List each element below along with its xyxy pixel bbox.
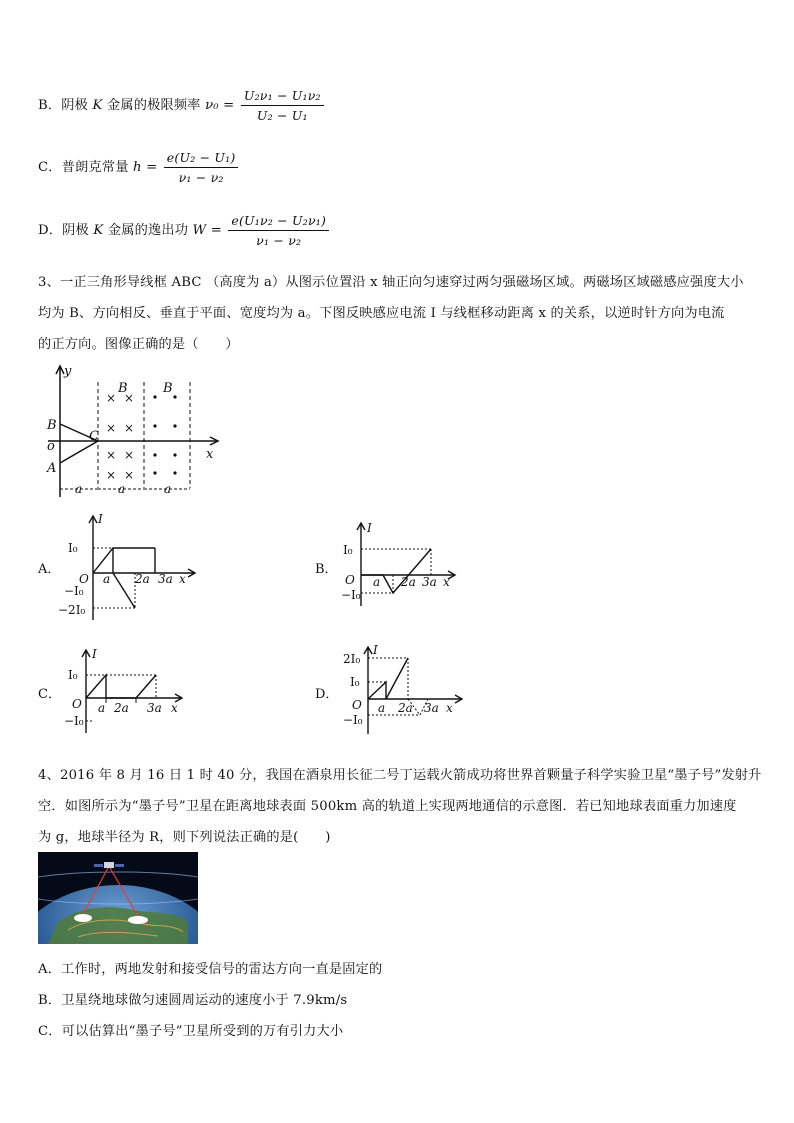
q2-option-b-var: K <box>92 98 103 113</box>
q2-option-b-numerator: U₂ν₁ − U₁ν₂ <box>241 88 324 106</box>
graph-b-tick-3a: 3a <box>422 575 437 589</box>
fig-label-y: y <box>64 364 72 379</box>
graph-d-i-label: I <box>373 643 378 657</box>
q4-stem-line2: 空．如图所示为“墨子号”卫星在距离地球表面 500km 高的轨道上实现两地通信的示意图．若已知地球表面重力加速度 <box>38 799 737 814</box>
svg-text:×: × <box>124 421 135 435</box>
q2-option-b <box>38 88 324 123</box>
graph-c-tick-a: a <box>98 701 106 715</box>
q2-option-d-fraction <box>228 213 329 248</box>
graph-b-curve <box>361 549 431 593</box>
graph-a-tick-a: a <box>103 572 111 586</box>
graph-a-mi0: −I₀ <box>64 584 84 598</box>
graph-a-x-label: x <box>179 572 186 586</box>
svg-text:×: × <box>124 391 135 405</box>
graph-b-x-label: x <box>443 575 450 589</box>
q3-option-b-label: B． <box>315 562 338 577</box>
q3-stem-line3: 的正方向。图像正确的是（ ） <box>38 337 239 352</box>
q2-option-b-fraction <box>241 88 324 123</box>
graph-b <box>333 518 463 608</box>
svg-text:×: × <box>124 468 135 482</box>
graph-c-curve-1 <box>86 675 106 698</box>
graph-a-tick-3a: 3a <box>158 572 173 586</box>
q4-option-c: C．可以估算出“墨子号”卫星所受到的万有引力大小 <box>38 1024 344 1039</box>
q3-field-figure <box>40 362 230 502</box>
earth-satellite-image <box>38 852 198 944</box>
graph-d-curve-1 <box>368 682 386 699</box>
svg-text:×: × <box>106 468 117 482</box>
fig-label-c-vertex: C <box>89 429 99 444</box>
q2-option-b-prefix: B．阴极 <box>38 98 89 113</box>
graph-b-origin: O <box>345 573 355 587</box>
svg-text:×: × <box>124 448 135 462</box>
q3-stem-line2: 均为 B、方向相反、垂直于平面、宽度均为 a。下图反映感应电流 I 与线框移动距离 x 的关系，以逆时针方向为电流 <box>38 306 725 321</box>
q3-option-a-label: A． <box>38 562 61 577</box>
fig-label-field-b1: B <box>118 381 128 396</box>
graph-b-mi0: −I₀ <box>341 588 361 602</box>
q2-option-d-mid: 金属的逸出功 <box>107 223 189 238</box>
graph-d-2i0: 2I₀ <box>343 652 361 666</box>
graph-a-i0: I₀ <box>68 541 78 555</box>
graph-b-i-label: I <box>367 521 372 535</box>
graph-c-curve-2 <box>136 675 156 698</box>
graph-c-i0: I₀ <box>68 668 78 682</box>
q3-option-d-label: D． <box>315 687 339 702</box>
graph-d-origin: O <box>352 698 362 712</box>
graph-d-curve-2 <box>386 658 408 699</box>
q2-option-c-prefix: C．普朗克常量 <box>38 160 129 175</box>
fig-label-a-vertex: A <box>47 461 57 476</box>
q2-option-d <box>38 213 329 248</box>
q2-option-b-lhs: ν₀ = <box>205 98 235 113</box>
q4-option-b: B．卫星绕地球做匀速圆周运动的速度小于 7.9km/s <box>38 993 348 1008</box>
graph-d-tick-a: a <box>378 701 386 715</box>
svg-text:×: × <box>106 421 117 435</box>
graph-b-tick-a: a <box>373 575 381 589</box>
q2-option-c-fraction <box>164 150 239 185</box>
fig-width-a-1: a <box>75 482 83 496</box>
q3-option-c-label: C． <box>38 687 61 702</box>
q2-option-d-lhs: W = <box>192 223 222 238</box>
graph-c-mi0: −I₀ <box>64 714 84 728</box>
graph-a-tick-2a: 2a <box>135 572 150 586</box>
graph-a-i-label: I <box>98 512 103 526</box>
graph-a-curve-1 <box>93 548 155 573</box>
fig-label-o: o <box>47 439 55 454</box>
graph-a-curve-2 <box>113 573 135 608</box>
field-dots <box>153 395 176 474</box>
graph-c <box>58 645 188 735</box>
graph-d-tick-3a: 3a <box>424 701 439 715</box>
fig-label-x: x <box>206 447 214 462</box>
fig-label-b-vertex: B <box>47 418 57 433</box>
svg-text:×: × <box>106 448 117 462</box>
q2-option-b-denominator: U₂ − U₁ <box>256 108 308 123</box>
fig-width-a-2: a <box>118 482 126 496</box>
fig-width-a-3: a <box>164 482 172 496</box>
graph-c-i-label: I <box>92 647 97 661</box>
graph-d <box>340 642 470 737</box>
graph-c-tick-2a: 2a <box>114 701 129 715</box>
q2-option-b-mid: 金属的极限频率 <box>106 98 201 113</box>
graph-d-i0: I₀ <box>350 675 360 689</box>
q2-option-d-denominator: ν₁ − ν₂ <box>256 233 302 248</box>
graph-c-tick-3a: 3a <box>147 701 162 715</box>
graph-b-i0: I₀ <box>343 543 353 557</box>
q2-option-c-denominator: ν₁ − ν₂ <box>178 170 224 185</box>
q4-stem-line1: 4、2016 年 8 月 16 日 1 时 40 分，我国在酒泉用长征二号丁运载火箭成功将世界首颗量子科学实验卫星“墨子号”发射升 <box>38 768 762 783</box>
triangle-side-ac <box>60 441 98 463</box>
fig-label-field-b2: B <box>163 381 173 396</box>
graph-d-x-label: x <box>446 701 453 715</box>
q2-option-c <box>38 150 238 185</box>
q2-option-d-numerator: e(U₁ν₂ − U₂ν₁) <box>228 213 329 231</box>
q2-option-c-numerator: e(U₂ − U₁) <box>164 150 239 168</box>
q2-option-d-prefix: D．阴极 <box>38 223 89 238</box>
q2-option-d-var: K <box>93 223 104 238</box>
q2-option-c-lhs: h = <box>133 160 158 175</box>
graph-d-mi0: −I₀ <box>343 713 363 727</box>
graph-a-m2i0: −2I₀ <box>58 603 86 617</box>
field-crosses <box>106 391 134 482</box>
svg-text:×: × <box>106 391 117 405</box>
graph-d-tick-2a: 2a <box>398 701 413 715</box>
graph-c-origin: O <box>72 697 82 711</box>
graph-a-origin: O <box>79 572 89 586</box>
graph-c-x-label: x <box>171 701 178 715</box>
graph-a <box>55 508 205 623</box>
q3-stem-line1: 3、一正三角形导线框 ABC （高度为 a）从图示位置沿 x 轴正向匀速穿过两匀强磁场区域。两磁场区域磁感应强度大小 <box>38 275 744 290</box>
q4-option-a: A．工作时，两地发射和接受信号的雷达方向一直是固定的 <box>38 962 383 977</box>
q4-stem-line3: 为 g，地球半径为 R，则下列说法正确的是( ) <box>38 830 331 845</box>
graph-b-tick-2a: 2a <box>401 575 416 589</box>
